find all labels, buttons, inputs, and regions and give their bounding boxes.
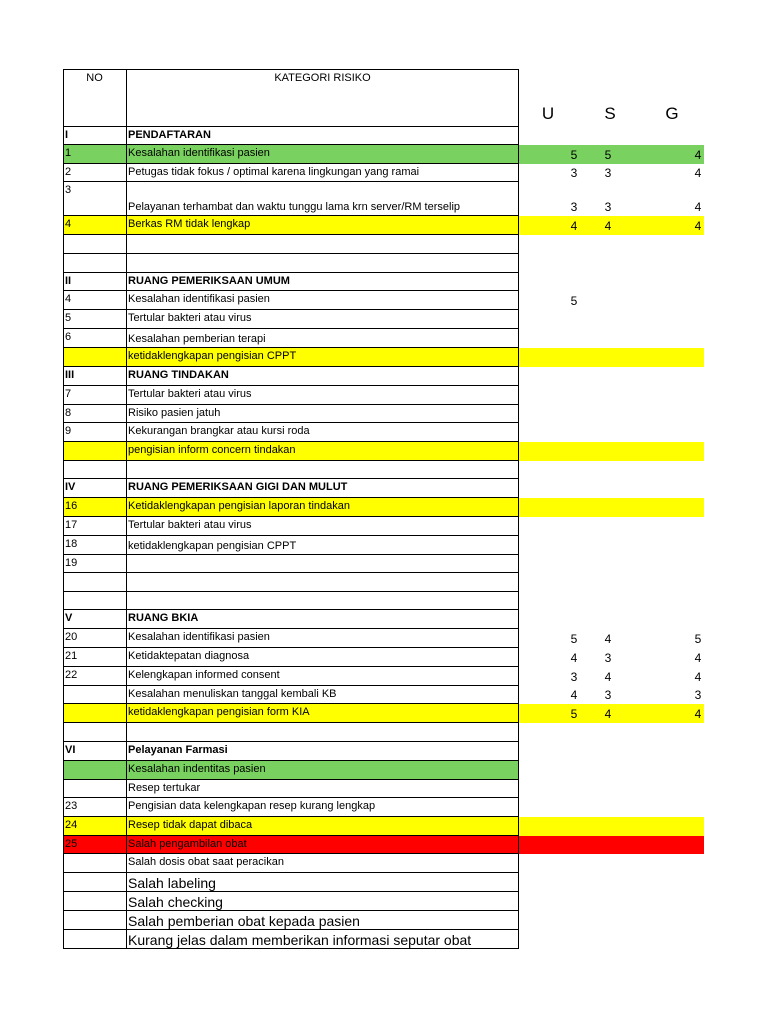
score-g[interactable]: 4 bbox=[694, 166, 702, 180]
score-s[interactable]: 4 bbox=[604, 632, 612, 646]
score-u[interactable]: 5 bbox=[570, 294, 578, 308]
column-header-kategori[interactable]: KATEGORI RISIKO bbox=[274, 72, 371, 84]
table-row bbox=[0, 629, 768, 648]
row-number: 4 bbox=[65, 218, 72, 230]
risk-category-label: Ketidaktepatan diagnosa bbox=[128, 650, 250, 662]
table-row bbox=[0, 291, 768, 310]
risk-category-label: RUANG PEMERIKSAAN UMUM bbox=[128, 275, 290, 287]
table-row bbox=[0, 461, 768, 479]
table-row bbox=[0, 164, 768, 182]
row-number: 20 bbox=[65, 631, 78, 643]
cell-no[interactable] bbox=[63, 761, 126, 780]
score-g[interactable]: 3 bbox=[694, 688, 702, 702]
risk-category-label: Tertular bakteri atau virus bbox=[128, 312, 252, 324]
risk-category-label: PENDAFTARAN bbox=[128, 129, 211, 141]
cell-no[interactable] bbox=[63, 291, 126, 310]
table-row bbox=[0, 761, 768, 780]
table-row bbox=[0, 573, 768, 592]
cell-kategori[interactable] bbox=[126, 235, 519, 254]
cell-no[interactable] bbox=[63, 127, 126, 145]
cell-no[interactable] bbox=[63, 592, 126, 610]
row-number: 2 bbox=[65, 166, 72, 178]
row-number: 4 bbox=[65, 293, 72, 305]
risk-category-label: ketidaklengkapan pengisian CPPT bbox=[128, 540, 297, 552]
score-s[interactable]: 4 bbox=[604, 707, 612, 721]
score-u[interactable]: 5 bbox=[570, 707, 578, 721]
score-g[interactable]: 4 bbox=[694, 148, 702, 162]
score-u[interactable]: 5 bbox=[570, 632, 578, 646]
table-row bbox=[0, 610, 768, 629]
table-row bbox=[0, 479, 768, 498]
cell-kategori[interactable] bbox=[126, 592, 519, 610]
cell-no[interactable] bbox=[63, 573, 126, 592]
risk-category-label: RUANG PEMERIKSAAN GIGI DAN MULUT bbox=[128, 481, 348, 493]
table-row bbox=[0, 555, 768, 573]
table-row bbox=[0, 310, 768, 329]
risk-category-label: Pelayanan terhambat dan waktu tunggu lama krn server/RM terselip bbox=[128, 201, 461, 213]
score-u[interactable]: 3 bbox=[570, 200, 578, 214]
risk-category-label: Kelengkapan informed consent bbox=[128, 669, 280, 681]
cell-no[interactable] bbox=[63, 182, 126, 216]
score-highlight bbox=[519, 442, 704, 461]
row-number: II bbox=[65, 275, 72, 287]
table-row bbox=[0, 329, 768, 348]
table-row bbox=[0, 930, 768, 949]
risk-category-label: RUANG TINDAKAN bbox=[128, 369, 229, 381]
table-row bbox=[0, 517, 768, 536]
score-u[interactable]: 3 bbox=[570, 166, 578, 180]
score-g[interactable]: 4 bbox=[694, 707, 702, 721]
column-header-s[interactable]: S bbox=[604, 104, 616, 123]
risk-category-label: Salah pengambilan obat bbox=[128, 838, 247, 850]
score-s[interactable]: 3 bbox=[604, 651, 612, 665]
row-number: 3 bbox=[65, 184, 72, 196]
table-row bbox=[0, 216, 768, 235]
row-number: III bbox=[65, 369, 75, 381]
score-highlight bbox=[519, 817, 704, 836]
score-highlight bbox=[519, 836, 704, 854]
risk-category-label: Pengisian data kelengkapan resep kurang lengkap bbox=[128, 800, 376, 812]
score-highlight bbox=[519, 348, 704, 367]
risk-category-label: Risiko pasien jatuh bbox=[128, 407, 221, 419]
row-number: 8 bbox=[65, 407, 72, 419]
risk-category-label: Tertular bakteri atau virus bbox=[128, 519, 252, 531]
table-row bbox=[0, 442, 768, 461]
cell-no[interactable] bbox=[63, 235, 126, 254]
cell-no[interactable] bbox=[63, 273, 126, 291]
cell-no[interactable] bbox=[63, 145, 126, 164]
risk-category-label: Salah labeling bbox=[128, 875, 216, 891]
row-number: 18 bbox=[65, 538, 78, 550]
cell-no[interactable] bbox=[63, 329, 126, 348]
row-number: IV bbox=[65, 481, 76, 493]
score-g[interactable]: 4 bbox=[694, 651, 702, 665]
score-u[interactable]: 3 bbox=[570, 670, 578, 684]
table-row bbox=[0, 780, 768, 798]
score-s[interactable]: 4 bbox=[604, 670, 612, 684]
cell-kategori[interactable] bbox=[126, 555, 519, 573]
score-g[interactable]: 4 bbox=[694, 200, 702, 214]
row-number: V bbox=[65, 612, 73, 624]
cell-kategori[interactable] bbox=[126, 723, 519, 742]
risk-category-label: Resep tertukar bbox=[128, 782, 201, 794]
risk-category-label: ketidaklengkapan pengisian CPPT bbox=[128, 350, 297, 362]
column-header-u[interactable]: U bbox=[541, 104, 555, 123]
cell-no[interactable] bbox=[63, 854, 126, 873]
cell-no[interactable] bbox=[63, 164, 126, 182]
risk-category-label: RUANG BKIA bbox=[128, 612, 199, 624]
risk-category-label: Ketidaklengkapan pengisian laporan tindakan bbox=[128, 500, 351, 512]
score-g[interactable]: 4 bbox=[694, 219, 702, 233]
table-row bbox=[0, 667, 768, 686]
row-number: 19 bbox=[65, 557, 78, 569]
row-number: 24 bbox=[65, 819, 78, 831]
cell-kategori[interactable] bbox=[126, 461, 519, 479]
table-row bbox=[0, 854, 768, 873]
table-row bbox=[0, 405, 768, 423]
table-row bbox=[0, 817, 768, 836]
row-number: 17 bbox=[65, 519, 78, 531]
table-row bbox=[0, 235, 768, 254]
table-row bbox=[0, 367, 768, 386]
cell-no[interactable] bbox=[63, 873, 126, 892]
table-row bbox=[0, 182, 768, 216]
cell-no[interactable] bbox=[63, 216, 126, 235]
risk-category-label: Petugas tidak fokus / optimal karena lingkungan yang ramai bbox=[128, 166, 420, 178]
cell-no[interactable] bbox=[63, 686, 126, 704]
cell-kategori[interactable] bbox=[126, 254, 519, 273]
score-highlight bbox=[519, 498, 704, 517]
risk-category-label: Kurang jelas dalam memberikan informasi seputar obat bbox=[128, 932, 472, 948]
row-number: 25 bbox=[65, 838, 78, 850]
cell-no[interactable] bbox=[63, 911, 126, 930]
risk-category-label: ketidaklengkapan pengisian form KIA bbox=[128, 706, 310, 718]
table-row bbox=[0, 348, 768, 367]
row-number: 21 bbox=[65, 650, 78, 662]
risk-category-label: Kesalahan indentitas pasien bbox=[128, 763, 266, 775]
score-s[interactable]: 3 bbox=[604, 688, 612, 702]
column-header-g[interactable]: G bbox=[665, 104, 679, 123]
table-row bbox=[0, 145, 768, 164]
cell-no[interactable] bbox=[63, 386, 126, 405]
risk-category-label: Resep tidak dapat dibaca bbox=[128, 819, 253, 831]
cell-no[interactable] bbox=[63, 723, 126, 742]
table-row bbox=[0, 723, 768, 742]
table-row bbox=[0, 892, 768, 911]
score-u[interactable]: 4 bbox=[570, 688, 578, 702]
table-row bbox=[0, 536, 768, 555]
cell-no[interactable] bbox=[63, 310, 126, 329]
cell-kategori[interactable] bbox=[126, 573, 519, 592]
cell-no[interactable] bbox=[63, 892, 126, 911]
cell-no[interactable] bbox=[63, 610, 126, 629]
risk-category-label: Kekurangan brangkar atau kursi roda bbox=[128, 425, 310, 437]
cell-no[interactable] bbox=[63, 442, 126, 461]
score-s[interactable]: 3 bbox=[604, 166, 612, 180]
risk-category-label: Pelayanan Farmasi bbox=[128, 744, 228, 756]
table-row bbox=[0, 648, 768, 667]
table-row bbox=[0, 498, 768, 517]
risk-category-label: Salah dosis obat saat peracikan bbox=[128, 856, 284, 868]
row-number: I bbox=[65, 129, 69, 141]
cell-no[interactable] bbox=[63, 704, 126, 723]
score-s[interactable]: 4 bbox=[604, 219, 612, 233]
table-row bbox=[0, 742, 768, 761]
table-row bbox=[0, 704, 768, 723]
row-number: 16 bbox=[65, 500, 78, 512]
table-row bbox=[0, 873, 768, 892]
risk-category-label: pengisian inform concern tindakan bbox=[128, 444, 296, 456]
table-row bbox=[0, 911, 768, 930]
row-number: 1 bbox=[65, 147, 72, 159]
row-number: 7 bbox=[65, 388, 72, 400]
score-g[interactable]: 4 bbox=[694, 670, 702, 684]
row-number: 9 bbox=[65, 425, 72, 437]
cell-no[interactable] bbox=[63, 780, 126, 798]
table-row bbox=[0, 592, 768, 610]
risk-category-label: Berkas RM tidak lengkap bbox=[128, 218, 251, 230]
table-row bbox=[0, 423, 768, 442]
row-number: 6 bbox=[65, 331, 72, 343]
cell-no[interactable] bbox=[63, 930, 126, 949]
column-header-no[interactable]: NO bbox=[86, 72, 103, 84]
risk-category-label: Kesalahan identifikasi pasien bbox=[128, 631, 270, 643]
risk-category-label: Tertular bakteri atau virus bbox=[128, 388, 252, 400]
table-row bbox=[0, 386, 768, 405]
score-s[interactable]: 5 bbox=[604, 148, 612, 162]
cell-no[interactable] bbox=[63, 254, 126, 273]
table-row bbox=[0, 273, 768, 291]
table-row bbox=[0, 798, 768, 817]
row-number: 22 bbox=[65, 669, 78, 681]
table-row bbox=[0, 686, 768, 704]
row-number: 5 bbox=[65, 312, 72, 324]
risk-category-label: Salah pemberian obat kepada pasien bbox=[128, 913, 360, 929]
row-number: VI bbox=[65, 744, 76, 756]
score-u[interactable]: 4 bbox=[570, 219, 578, 233]
cell-no[interactable] bbox=[63, 461, 126, 479]
score-s[interactable]: 3 bbox=[604, 200, 612, 214]
risk-category-label: Kesalahan pemberian terapi bbox=[128, 333, 266, 345]
risk-category-label: Kesalahan identifikasi pasien bbox=[128, 147, 270, 159]
risk-category-label: Salah checking bbox=[128, 894, 223, 910]
risk-category-label: Kesalahan menuliskan tanggal kembali KB bbox=[128, 688, 337, 700]
row-number: 23 bbox=[65, 800, 78, 812]
table-row bbox=[0, 836, 768, 854]
score-u[interactable]: 4 bbox=[570, 651, 578, 665]
cell-no[interactable] bbox=[63, 348, 126, 367]
score-g[interactable]: 5 bbox=[694, 632, 702, 646]
score-u[interactable]: 5 bbox=[570, 148, 578, 162]
risk-category-label: Kesalahan identifikasi pasien bbox=[128, 293, 270, 305]
table-row bbox=[0, 127, 768, 145]
cell-no[interactable] bbox=[63, 423, 126, 442]
table-row bbox=[0, 254, 768, 273]
cell-no[interactable] bbox=[63, 405, 126, 423]
